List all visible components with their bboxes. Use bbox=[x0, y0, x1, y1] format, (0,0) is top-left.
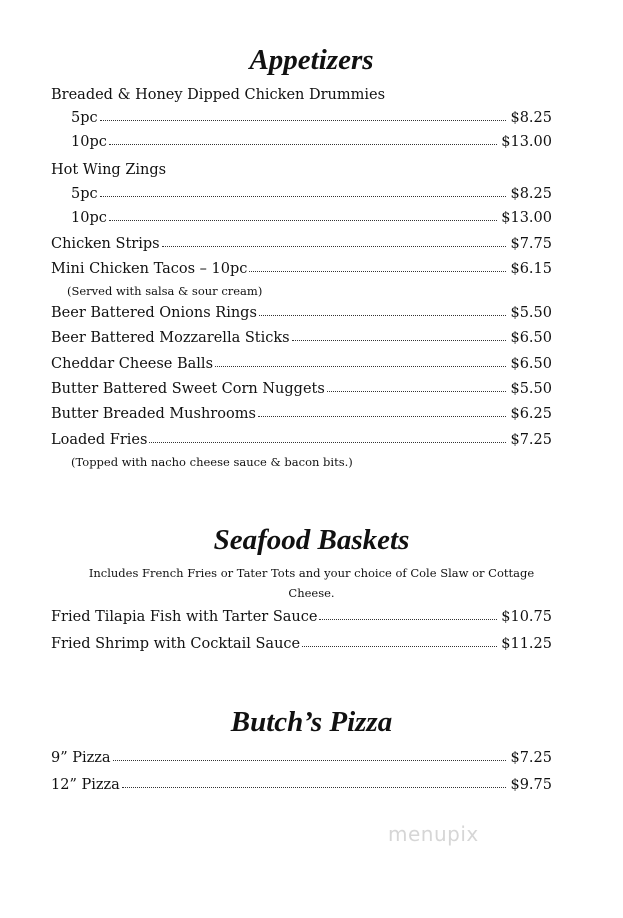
item-label: Butter Battered Sweet Corn Nuggets bbox=[51, 381, 325, 397]
item-price: $10.75 bbox=[501, 609, 552, 625]
menu-item-drummies-10pc bbox=[71, 131, 552, 153]
menu-item-shrimp bbox=[51, 633, 552, 655]
seafood-description-line-1: Includes French Fries or Tater Tots and your choice of Cole Slaw or Cottage bbox=[88, 566, 535, 580]
item-label: Mini Chicken Tacos – 10pc bbox=[51, 261, 248, 277]
item-price: $7.25 bbox=[510, 432, 552, 448]
menu-item-tilapia bbox=[51, 606, 552, 628]
dot-leader bbox=[113, 760, 507, 761]
item-label: 10pc bbox=[71, 134, 107, 150]
item-price: $5.50 bbox=[510, 305, 552, 321]
dot-leader bbox=[100, 196, 507, 197]
item-price: $5.50 bbox=[510, 381, 552, 397]
item-price: $6.15 bbox=[510, 261, 552, 277]
item-price: $7.25 bbox=[510, 750, 552, 766]
appetizers-title: Appetizers bbox=[249, 44, 374, 76]
item-price: $7.75 bbox=[510, 236, 552, 252]
item-price: $13.00 bbox=[501, 210, 552, 226]
menu-item-cheese-balls bbox=[51, 353, 552, 375]
menu-item-mini-tacos bbox=[51, 258, 552, 280]
item-label: Fried Tilapia Fish with Tarter Sauce bbox=[51, 609, 318, 625]
menupix-watermark: menupix bbox=[388, 822, 479, 846]
item-label: 9” Pizza bbox=[51, 750, 111, 766]
tacos-note: (Served with salsa & sour cream) bbox=[67, 284, 263, 298]
item-label: Fried Shrimp with Cocktail Sauce bbox=[51, 636, 301, 652]
dot-leader bbox=[292, 340, 507, 341]
item-price: $9.75 bbox=[510, 777, 552, 793]
dot-leader bbox=[258, 416, 507, 417]
item-label: 12” Pizza bbox=[51, 777, 120, 793]
menu-item-mushrooms bbox=[51, 403, 552, 425]
item-label: Beer Battered Mozzarella Sticks bbox=[51, 330, 290, 346]
item-label: Loaded Fries bbox=[51, 432, 148, 448]
item-label: Butter Breaded Mushrooms bbox=[51, 406, 256, 422]
dot-leader bbox=[319, 619, 497, 620]
item-price: $13.00 bbox=[501, 134, 552, 150]
menu-item-onion-rings bbox=[51, 302, 552, 324]
item-label: Cheddar Cheese Balls bbox=[51, 356, 214, 372]
menu-item-drummies-5pc bbox=[71, 107, 552, 129]
menu-item-chicken-strips bbox=[51, 233, 552, 255]
dot-leader bbox=[162, 246, 507, 247]
dot-leader bbox=[100, 120, 507, 121]
item-price: $11.25 bbox=[501, 636, 552, 652]
wings-heading: Hot Wing Zings bbox=[51, 162, 167, 178]
menu-item-loaded-fries bbox=[51, 429, 552, 451]
menu-item-mozzarella-sticks bbox=[51, 327, 552, 349]
seafood-description-line-2: Cheese. bbox=[288, 586, 335, 600]
menu-item-corn-nuggets bbox=[51, 378, 552, 400]
menu-item-wings-5pc bbox=[71, 183, 552, 205]
item-label: 5pc bbox=[71, 186, 98, 202]
item-price: $8.25 bbox=[510, 110, 552, 126]
dot-leader bbox=[259, 315, 507, 316]
item-price: $6.50 bbox=[510, 356, 552, 372]
item-label: Beer Battered Onions Rings bbox=[51, 305, 257, 321]
pizza-title: Butch’s Pizza bbox=[230, 706, 393, 738]
item-label: 5pc bbox=[71, 110, 98, 126]
fries-note: (Topped with nacho cheese sauce & bacon bits.) bbox=[71, 455, 353, 469]
item-label: 10pc bbox=[71, 210, 107, 226]
dot-leader bbox=[302, 646, 497, 647]
dot-leader bbox=[249, 271, 506, 272]
drummies-heading: Breaded & Honey Dipped Chicken Drummies bbox=[51, 87, 386, 103]
menu-item-12-inch-pizza bbox=[51, 774, 552, 796]
item-label: Chicken Strips bbox=[51, 236, 160, 252]
dot-leader bbox=[109, 144, 497, 145]
menu-item-9-inch-pizza bbox=[51, 747, 552, 769]
item-price: $6.50 bbox=[510, 330, 552, 346]
dot-leader bbox=[122, 787, 507, 788]
item-price: $8.25 bbox=[510, 186, 552, 202]
seafood-title: Seafood Baskets bbox=[213, 524, 410, 556]
dot-leader bbox=[327, 391, 507, 392]
dot-leader bbox=[109, 220, 497, 221]
item-price: $6.25 bbox=[510, 406, 552, 422]
dot-leader bbox=[149, 442, 506, 443]
dot-leader bbox=[215, 366, 506, 367]
menu-item-wings-10pc bbox=[71, 207, 552, 229]
